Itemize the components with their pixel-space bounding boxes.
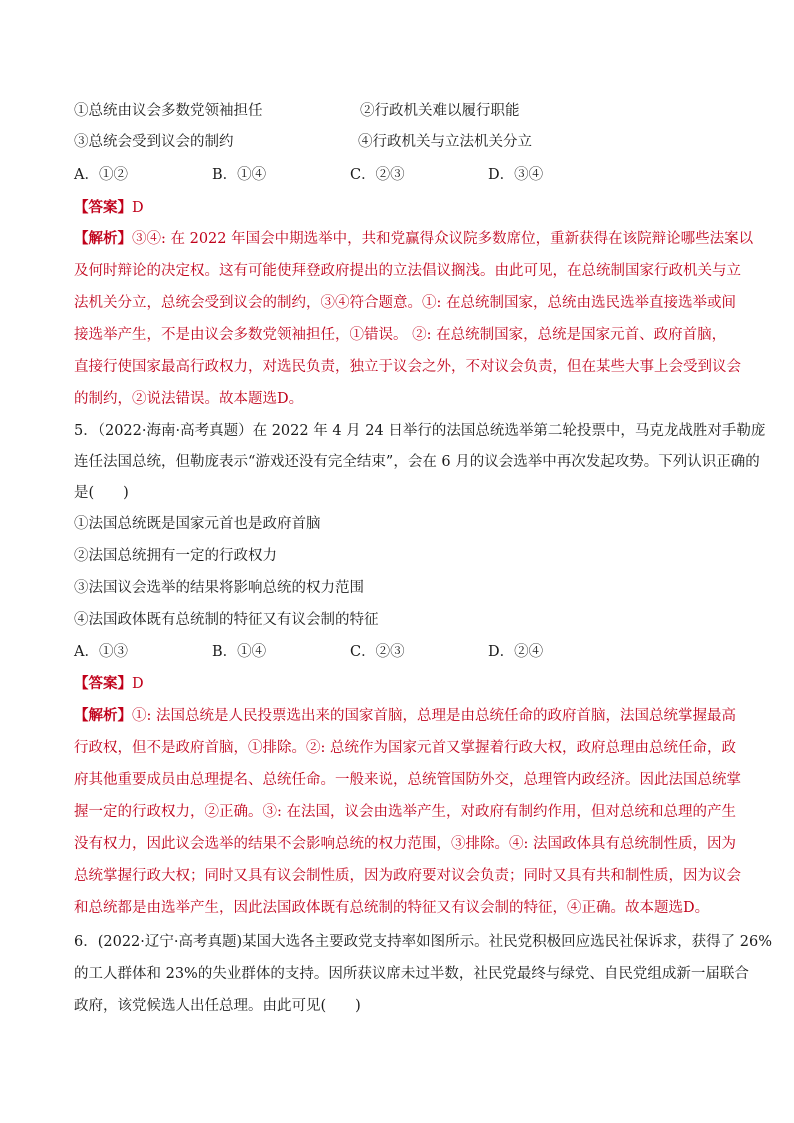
q5-analysis-line-7: 和总统都是由选举产生，因此法国政体既有总统制的特征又有议会制的特征，④正确。故本题选D。 xyxy=(74,900,710,916)
q4-analysis-label: 【解析】 xyxy=(74,230,132,247)
q4-statement-1: ①总统由议会多数党领袖担任 xyxy=(74,103,263,119)
q5-stem-line-1: 5．（2022·海南·高考真题）在 2022 年 4 月 24 日举行的法国总统选举第二轮投票中，马克龙战胜对手勒庞 xyxy=(74,423,766,439)
q4-statement-4: ④行政机关与立法机关分立 xyxy=(358,134,532,150)
q4-option-c: C．②③ xyxy=(350,167,405,183)
q5-analysis-line-1: 【解析】①: 法国总统是人民投票选出来的国家首脑，总理是由总统任命的政府首脑，法国总统掌握最高 xyxy=(74,707,736,724)
q5-answer xyxy=(74,674,734,694)
q5-answer-value: D xyxy=(132,676,144,692)
q5-stem-line-2: 连任法国总统，但勒庞表示“游戏还没有完全结束”，会在 6 月的议会选举中再次发起攻势。下列认识正确的 xyxy=(74,454,760,470)
q4-answer-value: D xyxy=(132,200,144,216)
q5-analysis-line-6: 总统掌握行政大权；同时又具有议会制性质，因为政府要对议会负责；同时又具有共和制性质，因为议会 xyxy=(74,868,741,884)
q6-stem-line-2: 的工人群体和 23%的失业群体的支持。因所获议席未过半数，社民党最终与绿党、自民党组成新一届联合 xyxy=(74,966,749,982)
q5-analysis-label: 【解析】 xyxy=(74,707,132,724)
q6-stem-line-1: 6．(2022·辽宁·高考真题)某国大选各主要政党支持率如图所示。社民党积极回应选民社保诉求，获得了 26% xyxy=(74,934,772,950)
q5-statement-2: ②法国总统拥有一定的行政权力 xyxy=(74,548,277,564)
q4-analysis-line-4: 接选举产生，不是由议会多数党领袖担任，①错误。 ②: 在总统制国家，总统是国家元首、政府首脑， xyxy=(74,327,727,343)
q5-answer-label: 【答案】 xyxy=(74,675,132,692)
q4-answer xyxy=(74,198,734,218)
q5-statement-1: ①法国总统既是国家元首也是政府首脑 xyxy=(74,516,321,532)
q6-stem-line-3: 政府，该党候选人出任总理。由此可见( ) xyxy=(74,998,361,1014)
q5-option-b: B．①④ xyxy=(212,644,267,660)
q5-analysis-line-4: 握一定的行政权力，②正确。③: 在法国，议会由选举产生，对政府有制约作用，但对总统和总理的产生 xyxy=(74,804,736,820)
q4-analysis-line-1: 【解析】③④: 在 2022 年国会中期选举中，共和党赢得众议院多数席位，重新获得在该院辩论哪些法案以 xyxy=(74,230,754,247)
q4-statement-2: ②行政机关难以履行职能 xyxy=(360,103,520,119)
q4-analysis-line-2: 及何时辩论的决定权。这有可能使拜登政府提出的立法倡议搁浅。由此可见，在总统制国家行政机关与立 xyxy=(74,263,741,279)
q5-option-c: C．②③ xyxy=(350,644,405,660)
q5-statement-4: ④法国政体既有总统制的特征又有议会制的特征 xyxy=(74,612,379,628)
q5-analysis-line-5: 没有权力，因此议会选举的结果不会影响总统的权力范围，③排除。④: 法国政体具有总统制性质，因为 xyxy=(74,836,736,852)
q5-analysis-line-2: 行政权，但不是政府首脑，①排除。②: 总统作为国家元首又掌握着行政大权，政府总理由总统任命，政 xyxy=(74,740,736,756)
q4-option-b: B．①④ xyxy=(212,167,267,183)
q4-analysis-line-3: 法机关分立，总统会受到议会的制约，③④符合题意。①: 在总统制国家，总统由选民选举直接选举或间 xyxy=(74,295,736,311)
q5-stem-line-3: 是( ) xyxy=(74,485,129,501)
q5-option-a: A．①③ xyxy=(74,644,128,660)
q4-statement-3: ③总统会受到议会的制约 xyxy=(74,134,234,150)
q4-analysis-line-5: 直接行使国家最高行政权力，对选民负责，独立于议会之外，不对议会负责，但在某些大事上会受到议会 xyxy=(74,359,741,375)
q4-answer-label: 【答案】 xyxy=(74,199,132,216)
q4-option-a: A．①② xyxy=(74,167,128,183)
q4-analysis-line-6: 的制约，②说法错误。故本题选D。 xyxy=(74,391,304,407)
q4-option-d: D．③④ xyxy=(488,167,544,183)
q5-statement-3: ③法国议会选举的结果将影响总统的权力范围 xyxy=(74,580,364,596)
q5-option-d: D．②④ xyxy=(488,644,544,660)
q5-analysis-line-3: 府其他重要成员由总理提名、总统任命。一般来说，总统管国防外交，总理管内政经济。因此法国总统掌 xyxy=(74,772,741,788)
